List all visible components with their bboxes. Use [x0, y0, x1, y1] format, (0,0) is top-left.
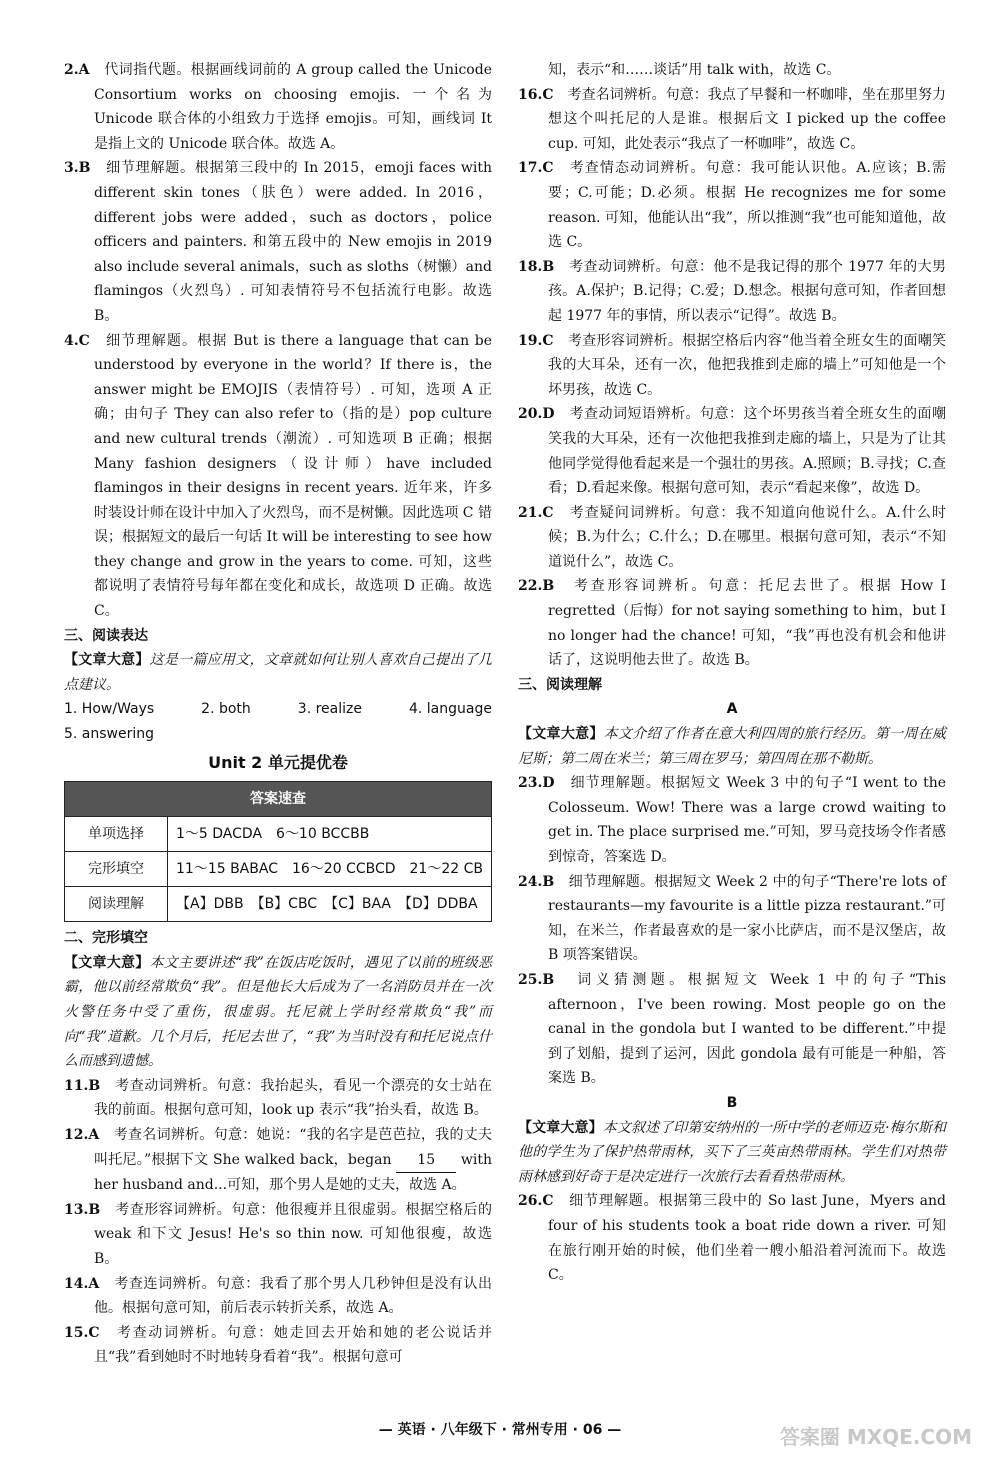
answer-4: 4.C 细节理解题。根据 But is there a language that can be understood by everyone in the world？If there is，the answer might be EMOJIS（表情符号）. 可知，选项 A 正确；由句子 They can also refer to（指的是）pop culture and new cultural trends（潮流）. 可知选项 B 正确；根据 Many fashion designers（设计师）have included flamingos in their designs in recent years. 近年来，许多时装设计师在设计中加入了火烈鸟，而不是树懒。因此选项 C 错误；根据短文的最后一句话 It will be interesting to see how they change and grow in the years to come. 可知，这些都说明了表情符号每年都在变化和成长，故选项 D 正确。故选 C。	[64, 332, 492, 620]
article-gist: 【文章大意】本文介绍了作者在意大利四周的旅行经历。第一周在威尼斯；第二周在米兰；第三周在罗马；第四周在那不勒斯。	[518, 726, 946, 767]
answer-16: 16.C 考查名词辨析。句意：我点了早餐和一杯咖啡，坐在那里努力想这个叫托尼的人是谁。根据后文 I picked up the coffee cup. 可知，此处表示“我点了一杯咖啡”，故选 C。	[518, 86, 947, 152]
answer-3: 3.B 细节理解题。根据第三段中的 In 2015，emoji faces with different skin tones（肤色）were added. In 2016，different jobs were added，such as doctors，police officers and painters. 和第五段中的 New emojis in 2019 also include several animals，such as sloths（树懒）and flamingos（火烈鸟）. 可知表情符号不包括流行电影。故选 B。	[64, 160, 492, 324]
answer-13: 13.B 考查形容词辨析。句意：他很瘦并且很虚弱。根据空格后的 weak 和下文 Jesus! He's so thin now. 可知他很瘦，故选 B。	[64, 1201, 493, 1267]
answer-25: 25.B 词义猜测题。根据短文 Week 1 中的句子“This afternoon，I've been rowing. Most people go on the canal in the gondola but I wanted to be different.”中提到了划船，提到了运河，因此 gondola 最有可能是一种船，答案选 B。	[518, 971, 947, 1087]
passage-label-b: B	[726, 1094, 738, 1111]
section-heading: 三、阅读理解	[518, 676, 602, 693]
answer-19: 19.C 考查形容词辨析。根据空格后内容“他当着全班女生的面嘲笑我的大耳朵，还有一次，他把我推到走廊的墙上”可知他是一个坏男孩，故选 C。	[518, 332, 947, 398]
left-column	[64, 58, 492, 1370]
table-row: 完形填空 11～15 BABAC 16～20 CCBCD 21～22 CB	[65, 852, 492, 887]
article-gist: 【文章大意】这是一篇应用文，文章就如何让别人喜欢自己提出了几点建议。	[64, 652, 492, 693]
watermark: 答案圈 MXQE.COM	[779, 1425, 972, 1450]
answer-14: 14.A 考查连词辨析。句意：我看了那个男人几秒钟但是没有认出他。根据句意可知，前后表示转折关系，故选 A。	[64, 1275, 493, 1317]
answer-23: 23.D 细节理解题。根据短文 Week 3 中的句子“I went to the Colosseum. Wow! There was a large crowd waiting to get in. The place surprised me.”可知，罗马竞技场令作者感到惊奇，答案选 D。	[518, 775, 946, 865]
answer-15: 15.C 考查动词辨析。句意：她走回去开始和她的老公说话并且“我”看到她时不时地转身看着“我”。根据句意可	[64, 1324, 493, 1366]
article-gist: 【文章大意】本文叙述了印第安纳州的一所中学的老师迈克·梅尔斯和他的学生为了保护热带雨林，买下了三英亩热带雨林。学生们对热带雨林感到好奇于是决定进行一次旅行去看看热带雨林。	[518, 1119, 947, 1185]
section-heading: 二、完形填空	[64, 930, 148, 947]
answer-2: 2.A 代词指代题。根据画线词前的 A group called the Unicode Consortium works on choosing emojis. 一个名为 Unicode 联合体的小组致力于选择 emojis。可知，画线词 It 是指上文的 Unicode 联合体。故选 A。	[64, 62, 492, 152]
right-column	[518, 58, 946, 1288]
answer-21: 21.C 考查疑问词辨析。句意：我不知道向他说什么。A.什么时候；B.为什么；C.什么；D.在哪里。根据句意可知，表示“不知道说什么”，故选 C。	[518, 504, 947, 570]
answer-22: 22.B 考查形容词辨析。句意：托尼去世了。根据 How I regretted（后悔）for not saying something to him，but I no longer had the chance! 可知，“我”再也没有机会和他讲话了，这说明他去世了。故选 B。	[518, 578, 946, 669]
answer-17: 17.C 考查情态动词辨析。句意：我可能认识他。A.应该；B.需要；C.可能；D.必须。根据 He recognizes me for some reason. 可知，他能认出“我”，所以推测“我”也可能知道他，故选 C。	[518, 160, 946, 251]
answer-26: 26.C 细节理解题。根据第三段中的 So last June，Myers and four of his students took a boat ride down a river. 可知在旅行刚开始的时候，他们坐着一艘小船沿着河流而下。故选 C。	[518, 1193, 946, 1284]
table-row: 阅读理解 【A】DBB 【B】CBC 【C】BAA 【D】DDBA	[65, 887, 492, 922]
answer-18: 18.B 考查动词辨析。句意：他不是我记得的那个 1977 年的大男孩。A.保护；B.记得；C.爱；D.想念。根据句意可知，作者回想起 1977 年的事情，所以表示“记得”。故选 B。	[518, 258, 947, 324]
fill-answer-5: 5. answering	[64, 726, 155, 743]
passage-label-a: A	[726, 701, 738, 718]
answer-24: 24.B 细节理解题。根据短文 Week 2 中的句子“There're lots of restaurants—my favourite is a little pizza restaurant.”可知，在米兰，作者最喜欢的是一家小比萨店，而不是汉堡店，故 B 项答案错误。	[518, 873, 946, 964]
answer-15-continued: 知，表示“和……谈话”用 talk with，故选 C。	[548, 62, 841, 78]
fill-answers: 1. How/Ways 2. both 3. realize 4. language	[64, 701, 492, 718]
unit-title: Unit 2 单元提优卷	[208, 752, 348, 772]
answer-11: 11.B 考查动词辨析。句意：我抬起头，看见一个漂亮的女士站在我的前面。根据句意可知，look up 表示“我”抬头看，故选 B。	[64, 1077, 493, 1119]
blank-15: 15	[396, 1148, 456, 1174]
answer-12: 12.A 考查名词辨析。句意：她说：“我的名字是芭芭拉，我的丈夫叫托尼。”根据下文 She walked back，began 15 with her husband and...可知，那个男人是她的丈夫，故选 A。	[64, 1126, 493, 1194]
article-gist: 【文章大意】本文主要讲述“我”在饭店吃饭时，遇见了以前的班级恶霸，他以前经常欺负“我”。但是他长大后成为了一名消防员并在一次火警任务中受了重伤，很虚弱。托尼就上学时经常欺负“我”而向“我”道歉。几个月后，托尼去世了，“我”为当时没有和托尼说点什么而感到遗憾。	[64, 954, 492, 1070]
answer-table-header: 答案速查	[65, 782, 492, 817]
table-row: 单项选择 1～5 DACDA 6～10 BCCBB	[65, 817, 492, 852]
answer-20: 20.D 考查动词短语辨析。句意：这个坏男孩当着全班女生的面嘲笑我的大耳朵，还有一次他把我推到走廊的墙上，只是为了让其他同学觉得他看起来是一个强壮的男孩。A.照顾；B.寻找；C.查看；D.看起来像。根据句意可知，表示“看起来像”，故选 D。	[518, 406, 946, 497]
answer-table	[64, 781, 492, 922]
page-footer: — 英语 · 八年级下 · 常州专用 · 06 —	[378, 1422, 622, 1438]
section-heading: 三、阅读表达	[64, 627, 148, 644]
